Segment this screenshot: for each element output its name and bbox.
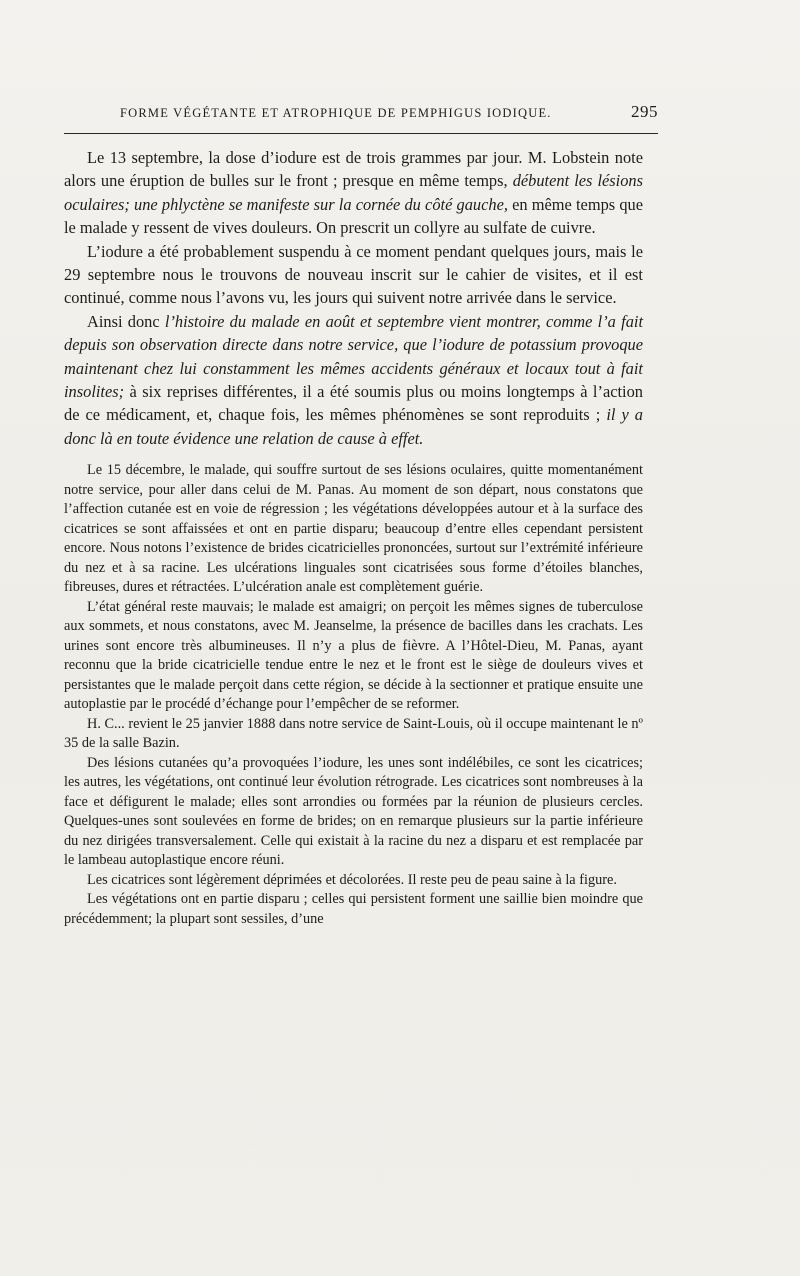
paragraph: Les cicatrices sont légèrement déprimées et décolorées. Il reste peu de peau saine à la figure.	[87, 871, 617, 888]
paragraph: L’état général reste mauvais; le malade est amaigri; on perçoit les mêmes signes de tuberculose aux sommets, et nous constatons, avec M. Jeanselme, la présence de bacilles dans les crachats. Les urines sont encore très albumineuses. Il n’y a plus de fièvre. A l’Hôtel-Dieu, M. Panas, ayant reconnu que la bride cicatricielle tendue entre le nez et le front est le siège de douleurs vives et persistantes que le malade perçoit dans cette région, se décide à la sectionner et pratique ensuite une autoplastie par le procédé d’échange pour l’empêcher de se reformer.	[64, 598, 643, 713]
main-text-section	[64, 146, 643, 450]
italic-segment: débutent les lésions oculaires; une phlyctène se manifeste sur la cornée du côté gauche,	[64, 171, 644, 214]
italic-segment: il y a donc là en toute évidence une relation de cause à effet.	[64, 405, 643, 448]
text-segment: à six reprises différentes, il a été soumis plus ou moins longtemps à l’action de ce médicament, et, chaque fois, les mêmes phénomènes se sont reproduits ;	[64, 382, 643, 425]
text-segment: en même temps que le malade y ressent de vives douleurs. On prescrit un collyre au sulfate de cuivre.	[64, 194, 643, 238]
paragraph: Le 15 décembre, le malade, qui souffre surtout de ses lésions oculaires, quitte momentanément notre service, pour aller dans celui de M. Panas. Au moment de son départ, nous constatons que l’affection cutanée est en voie de régression ; les végétations développées autour et à la surface des cicatrices se sont affaissées et ont en partie disparu; beaucoup d’entre elles cependant persistent encore. Nous notons l’existence de brides cicatricielles prononcées, surtout sur l’extrémité inférieure du nez et à sa racine. Les ulcérations linguales sont cicatrisées sous forme d’étoiles blanches, fibreuses, dures et rétractées. L’ulcération anale est complètement guérie.	[64, 462, 643, 596]
header-rule	[64, 133, 658, 134]
page-number: 295	[631, 102, 658, 121]
paragraph	[64, 146, 643, 240]
small-text-section	[64, 461, 643, 929]
italic-segment: l’histoire du malade en août et septembre vient montrer, comme l’a fait depuis son observation directe dans notre service, que l’iodure de potassium provoque maintenant chez lui constamment les mêmes accidents généraux et locaux tout à fait insolites;	[64, 311, 644, 402]
text-segment: L’iodure a été probablement suspendu à ce moment pendant quelques jours, mais le 29 septembre nous le trouvons de nouveau inscrit sur le cahier de visites, et il est continué, comme nous l’avons vu, les jours qui suivent notre arrivée dans le service.	[64, 241, 643, 308]
paragraph	[64, 310, 643, 450]
body-text	[64, 146, 643, 929]
running-title: FORME VÉGÉTANTE ET ATROPHIQUE DE PEMPHIGUS IODIQUE.	[120, 106, 552, 120]
paragraph: Les végétations ont en partie disparu ; celles qui persistent forment une saillie bien moindre que précédemment; la plupart sont sessiles, d’une	[64, 891, 643, 927]
paragraph: H. C... revient le 25 janvier 1888 dans notre service de Saint-Louis, où il occupe maintenant le nº 35 de la salle Bazin.	[64, 715, 643, 752]
page-header	[64, 104, 658, 128]
paragraph: Des lésions cutanées qu’a provoquées l’iodure, les unes sont indélébiles, ce sont les cicatrices; les autres, les végétations, ont continué leur évolution rétrograde. Les cicatrices sont nombreuses à la face et défigurent le malade; elles sont arrondies ou formées par la réunion de plusieurs cercles. Quelques-unes sont soulevées en forme de brides; on en remarque plusieurs sur la partie inférieure du nez dirigées transversalement. Celle qui existait à la racine du nez a disparu et est remplacée par le lambeau autoplastique encore réuni.	[64, 754, 643, 869]
text-segment: Ainsi donc	[87, 311, 165, 331]
paragraph	[64, 240, 643, 310]
text-segment: Le 13 septembre, la dose d’iodure est de trois grammes par jour. M. Lobstein note alors une éruption de bulles sur le front ; presque en même temps,	[64, 148, 643, 191]
